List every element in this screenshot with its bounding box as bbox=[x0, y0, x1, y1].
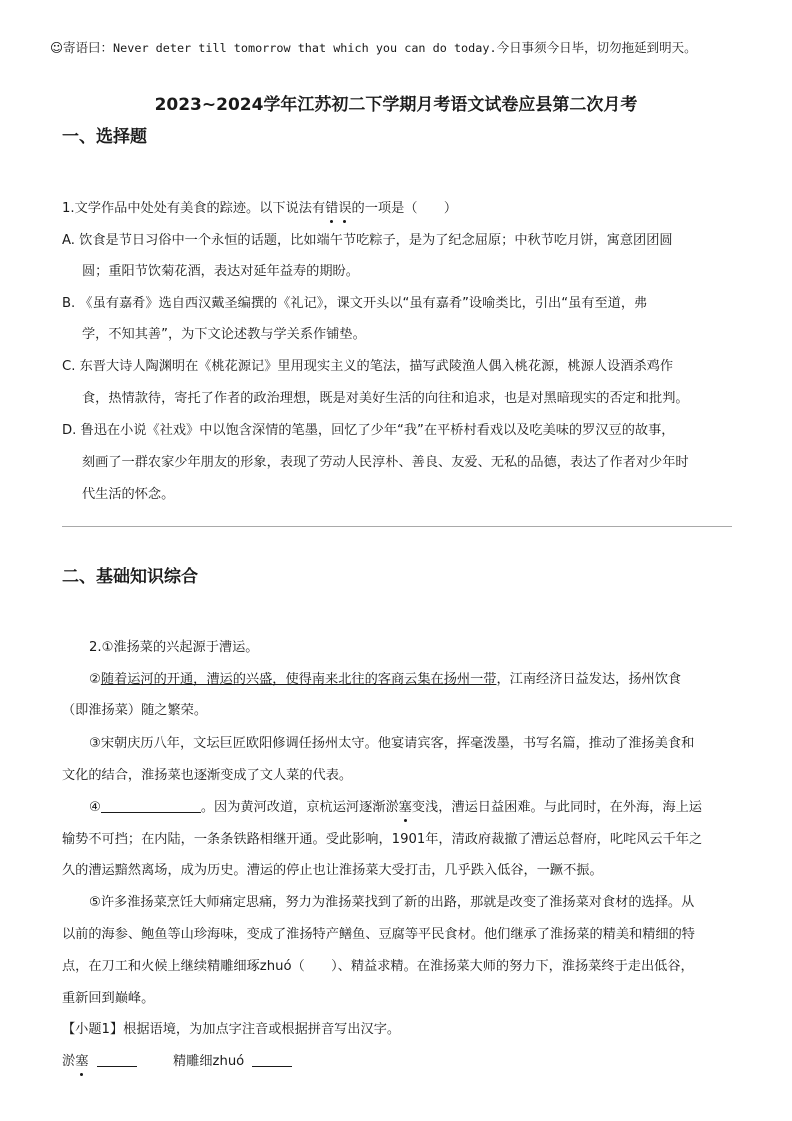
fill-blank[interactable] bbox=[101, 798, 201, 813]
option-d-cont2: 代生活的怀念。 bbox=[82, 487, 175, 502]
option-d: D. 鲁迅在小说《社戏》中以饱含深情的笔墨，回忆了少年“我”在平桥村看戏以及吃美味的罗汉豆的故事， bbox=[62, 423, 675, 438]
section-divider bbox=[62, 526, 732, 527]
page-title: 2023~2024学年江苏初二下学期月考语文试卷应县第二次月考 bbox=[154, 95, 638, 115]
motto-line bbox=[50, 38, 770, 56]
section-heading-basics: 二、基础知识综合 bbox=[62, 567, 198, 587]
section-heading-choice: 一、选择题 bbox=[62, 127, 147, 147]
underlined-sentence: 随着运河的开通，漕运的兴盛，使得南来北往的客商云集在扬州一带 bbox=[100, 672, 497, 687]
motto-chinese: 今日事须今日毕，切勿拖延到明天。 bbox=[496, 40, 697, 55]
emphasis-char: 误 bbox=[338, 199, 351, 219]
passage-para-3: ③宋朝庆历八年，文坛巨匠欧阳修调任扬州太守。他宴请宾客，挥毫泼墨，书写名篇，推动了淮扬美食和 bbox=[89, 736, 695, 751]
sub-question-1: 【小题1】根据语境，为加点字注音或根据拼音写出汉字。 bbox=[62, 1022, 401, 1037]
answer-row: 淤塞 精雕细zhuó bbox=[62, 1052, 292, 1072]
option-b-cont: 学，不知其善”，为下文论述教与学关系作铺垫。 bbox=[82, 327, 366, 342]
answer-blank-1[interactable] bbox=[97, 1052, 137, 1067]
motto-prefix: ☺寄语曰： bbox=[50, 40, 114, 55]
passage-para-2: ②随着运河的开通，漕运的兴盛，使得南来北往的客商云集在扬州一带，江南经济日益发达，扬州饮食 bbox=[89, 672, 682, 687]
option-c-cont: 食，热情款待，寄托了作者的政治理想，既是对美好生活的向往和追求，也是对黑暗现实的否定和批判。 bbox=[82, 391, 689, 406]
passage-para-1: 2.①淮扬菜的兴起源于漕运。 bbox=[89, 640, 259, 655]
emphasis-char: 塞 bbox=[399, 798, 412, 818]
passage-para-4-cont2: 久的漕运黯然离场，成为历史。漕运的停止也让淮扬菜大受打击，几乎跌入低谷，一蹶不振。 bbox=[62, 863, 603, 878]
option-a: A. 饮食是节日习俗中一个永恒的话题，比如端午节吃粽子，是为了纪念屈原；中秋节吃月饼，寓意团团圆 bbox=[62, 233, 673, 248]
passage-para-5-cont2: 点，在刀工和火候上继续精雕细琢zhuó（ ）、精益求精。在淮扬菜大师的努力下，淮扬菜终于走出低谷， bbox=[62, 959, 694, 974]
motto-english: Never deter till tomorrow that which you can do today. bbox=[113, 41, 497, 55]
answer-blank-2[interactable] bbox=[252, 1052, 292, 1067]
option-c: C. 东晋大诗人陶渊明在《桃花源记》里用现实主义的笔法，描写武陵渔人偶入桃花源，桃源人设酒杀鸡作 bbox=[62, 359, 674, 374]
emphasis-char: 错 bbox=[325, 199, 338, 219]
passage-para-2-cont: （即淮扬菜）随之繁荣。 bbox=[62, 703, 208, 718]
passage-para-5: ⑤许多淮扬菜烹饪大师痛定思痛，努力为淮扬菜找到了新的出路，那就是改变了淮扬菜对食材的选择。从 bbox=[89, 895, 695, 910]
option-d-cont: 刻画了一群农家少年朋友的形象，表现了劳动人民淳朴、善良、友爱、无私的品德，表达了作者对少年时 bbox=[82, 455, 689, 470]
passage-para-4: ④ 。因为黄河改道，京杭运河逐渐淤塞变浅，漕运日益困难。与此同时，在外海，海上运 bbox=[89, 798, 702, 818]
passage-para-5-cont3: 重新回到巅峰。 bbox=[62, 991, 155, 1006]
option-b: B. 《虽有嘉肴》选自西汉戴圣编撰的《礼记》，课文开头以“虽有嘉肴”设喻类比，引出“虽有至道，弗 bbox=[62, 296, 648, 311]
question-1-stem: 1.文学作品中处处有美食的踪迹。以下说法有错误的一项是（ ） bbox=[62, 199, 457, 219]
option-a-cont: 圆；重阳节饮菊花酒，表达对延年益寿的期盼。 bbox=[82, 264, 359, 279]
passage-para-3-cont: 文化的结合，淮扬菜也逐渐变成了文人菜的代表。 bbox=[62, 768, 353, 783]
passage-para-4-cont: 输势不可挡；在内陆，一条条铁路相继开通。受此影响，1901年，清政府裁撤了漕运总督府，叱咤风云千年之 bbox=[62, 832, 703, 847]
passage-para-5-cont: 以前的海参、鲍鱼等山珍海味，变成了淮扬特产鳝鱼、豆腐等平民食材。他们继承了淮扬菜的精美和精细的特 bbox=[62, 927, 695, 942]
emphasis-char: 塞 bbox=[75, 1052, 88, 1072]
